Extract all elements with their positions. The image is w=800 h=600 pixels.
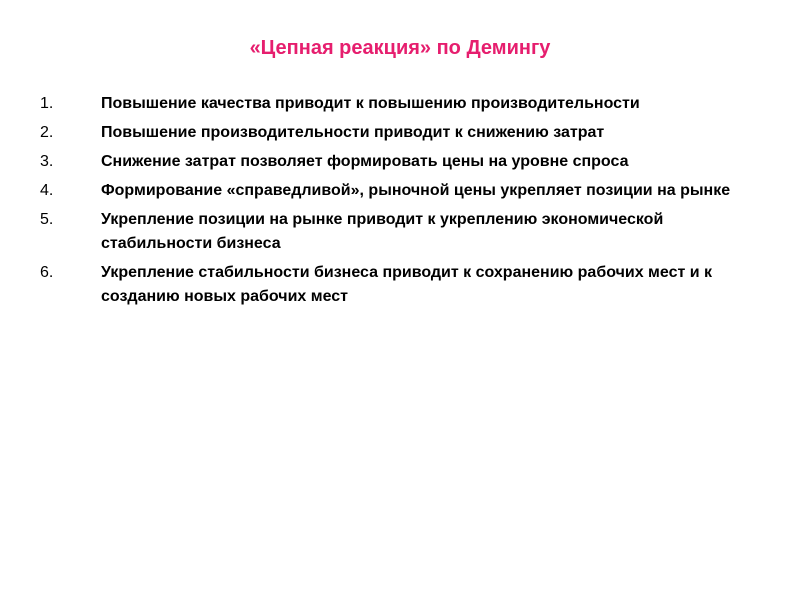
list-item	[40, 92, 770, 116]
chain-reaction-list	[40, 92, 770, 314]
list-item-number: 2.	[40, 124, 54, 141]
list-item-number: 1.	[40, 95, 54, 112]
list-item	[40, 208, 770, 256]
list-item-text: Повышение качества приводит к повышению производительности	[101, 95, 640, 112]
list-item-number: 4.	[40, 182, 54, 199]
list-item	[40, 150, 770, 174]
list-item-text: Повышение производительности приводит к снижению затрат	[101, 124, 605, 141]
list-item-text: Укрепление стабильности бизнеса приводит к сохранению рабочих мест и к созданию новых рабочих мест	[101, 264, 713, 305]
slide-title: «Цепная реакция» по Демингу	[249, 37, 551, 59]
list-item	[40, 261, 770, 309]
list-item	[40, 179, 770, 203]
list-item-text: Формирование «справедливой», рыночной цены укрепляет позиции на рынке	[101, 182, 731, 199]
list-item-text: Снижение затрат позволяет формировать цены на уровне спроса	[101, 153, 629, 170]
list-item-number: 6.	[40, 264, 54, 281]
list-item-number: 5.	[40, 211, 54, 228]
list-item-number: 3.	[40, 153, 54, 170]
list-item-text: Укрепление позиции на рынке приводит к укреплению экономической стабильности бизнеса	[101, 211, 664, 252]
list-item	[40, 121, 770, 145]
